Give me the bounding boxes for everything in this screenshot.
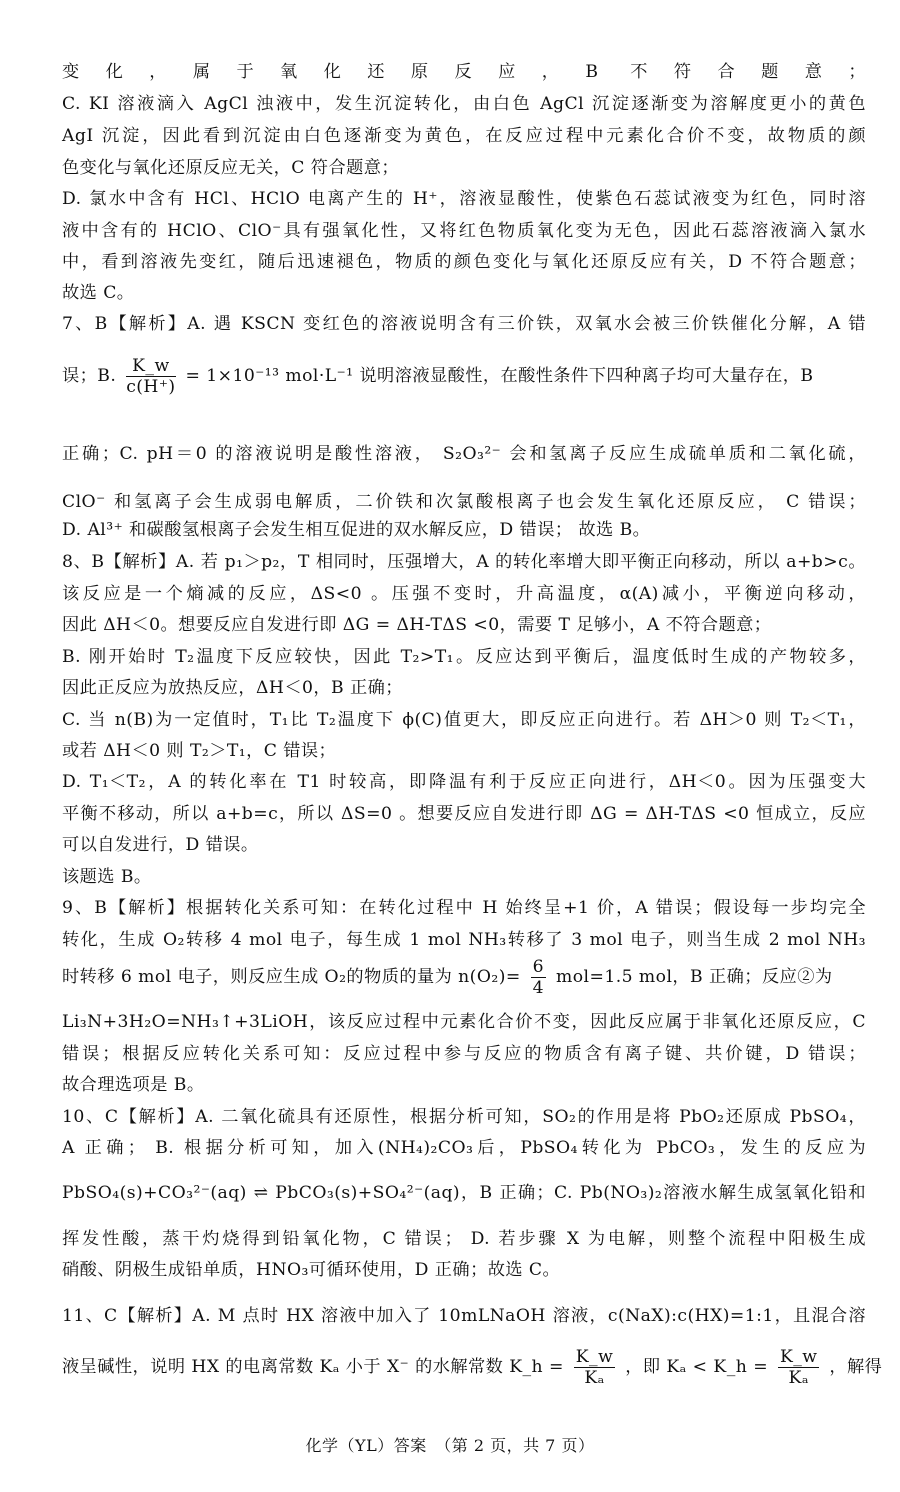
fraction-numerator: K_w: [779, 1347, 818, 1367]
fraction-denominator: Kₐ: [788, 1368, 809, 1388]
text-line: 可以自发进行，D 错误。: [62, 835, 259, 855]
text-segment: ，即 Kₐ < K_h =: [625, 1357, 769, 1377]
fraction-denominator: 4: [532, 978, 545, 998]
text-line: 中，看到溶液先变红，随后迅速褪色，物质的颜色变化与氧化还原反应有关，D 不符合题意；: [62, 252, 866, 272]
text-segment: = 1×10⁻¹³ mol·L⁻¹ 说明溶液显酸性，在酸性条件下四种离子均可大量存在，B: [185, 366, 814, 386]
fraction-numerator: K_w: [126, 356, 175, 377]
text-line: 色变化与氧化还原反应无关，C 符合题意；: [62, 158, 399, 178]
text-segment: 误；B.: [62, 366, 117, 386]
fraction-numerator: 6: [532, 957, 545, 977]
text-segment: 液呈碱性，说明 HX 的电离常数 Kₐ 小于 X⁻ 的水解常数 K_h =: [62, 1357, 564, 1377]
text-line: B. 刚开始时 T₂温度下反应较快，因此 T₂>T₁。反应达到平衡后，温度低时生成的产物较多，: [62, 647, 866, 667]
fraction-numerator: K_w: [575, 1347, 614, 1367]
text-line: C. 当 n(B)为一定值时，T₁比 T₂温度下 ϕ(C)值更大，即反应正向进行。若 ΔH＞0 则 T₂＜T₁，: [62, 710, 866, 730]
text-line: 8、B【解析】A. 若 p₁＞p₂，T 相同时，压强增大，A 的转化率增大即平衡正向移动，所以 a+b>c。: [62, 552, 866, 572]
fraction: [778, 1347, 820, 1388]
text-line: PbSO₄(s)+CO₃²⁻(aq) ⇌ PbCO₃(s)+SO₄²⁻(aq)，B 正确；C. Pb(NO₃)₂溶液水解生成氢氧化铅和: [62, 1183, 866, 1203]
text-segment: mol=1.5 mol，B 正确；反应②为: [555, 967, 833, 987]
text-line: A 正确； B. 根据分析可知，加入(NH₄)₂CO₃后，PbSO₄转化为 PbCO₃，发生的反应为: [62, 1138, 866, 1158]
text-segment: 时转移 6 mol 电子，则反应生成 O₂的物质的量为 n(O₂)=: [62, 967, 521, 987]
text-line: Li₃N+3H₂O=NH₃↑+3LiOH，该反应过程中元素化合价不变，因此反应属于非氧化还原反应，C: [62, 1012, 866, 1032]
text-line: 变化，属于氧化还原反应，B 不符合题意；: [62, 62, 866, 82]
fraction: [574, 1347, 616, 1388]
text-line: 故选 C。: [62, 283, 135, 303]
text-line: 9、B【解析】根据转化关系可知：在转化过程中 H 始终呈+1 价，A 错误；假设每一步均完全: [62, 898, 866, 918]
text-line: 硝酸、阴极生成铅单质，HNO₃可循环使用，D 正确；故选 C。: [62, 1260, 561, 1280]
text-line: 7、B【解析】A. 遇 KSCN 变红色的溶液说明含有三价铁，双氧水会被三价铁催化分解，A 错: [62, 314, 866, 334]
text-line: 或若 ΔH＜0 则 T₂＞T₁，C 错误；: [62, 741, 337, 761]
formula-line: [62, 354, 866, 398]
text-line: 平衡不移动，所以 a+b=c，所以 ΔS=0 。想要反应自发进行即 ΔG = ΔH-TΔS <0 恒成立，反应: [62, 804, 866, 824]
fraction-denominator: c(H⁺): [126, 377, 176, 397]
text-line: 正确；C. pH＝0 的溶液说明是酸性溶液， S₂O₃²⁻ 会和氢离子反应生成硫单质和二氧化硫，: [62, 444, 866, 464]
text-line: 因此正反应为放热反应，ΔH＜0，B 正确；: [62, 678, 403, 698]
text-line: 该题选 B。: [62, 867, 152, 887]
text-line: 挥发性酸，蒸干灼烧得到铅氧化物，C 错误； D. 若步骤 X 为电解，则整个流程中阳极生成: [62, 1229, 866, 1249]
formula-line: [62, 955, 866, 999]
fraction: [126, 356, 175, 397]
text-line: D. Al³⁺ 和碳酸氢根离子会发生相互促进的双水解反应，D 错误； 故选 B。: [62, 520, 651, 540]
page-footer: 化学（YL）答案 （第 2 页，共 7 页）: [305, 1436, 595, 1455]
text-line: 11、C【解析】A. M 点时 HX 溶液中加入了 10mLNaOH 溶液，c(NaX):c(HX)=1:1，且混合溶: [62, 1306, 866, 1326]
fraction: [531, 957, 546, 998]
text-line: AgI 沉淀，因此看到沉淀由白色逐渐变为黄色，在反应过程中元素化合价不变，故物质的颜: [62, 126, 866, 146]
text-line: 故合理选项是 B。: [62, 1075, 205, 1095]
text-line: D. 氯水中含有 HCl、HClO 电离产生的 H⁺，溶液显酸性，使紫色石蕊试液变为红色，同时溶: [62, 189, 866, 209]
text-line: 错误；根据反应转化关系可知：反应过程中参与反应的物质含有离子键、共价键，D 错误；: [62, 1044, 866, 1064]
text-line: 10、C【解析】A. 二氧化硫具有还原性，根据分析可知，SO₂的作用是将 PbO₂还原成 PbSO₄，: [62, 1107, 866, 1127]
text-line: 因此 ΔH＜0。想要反应自发进行即 ΔG = ΔH-TΔS <0，需要 T 足够小，A 不符合题意；: [62, 615, 772, 635]
text-line: C. KI 溶液滴入 AgCl 浊液中，发生沉淀转化，由白色 AgCl 沉淀逐渐变为溶解度更小的黄色: [62, 94, 866, 114]
text-line: D. T₁＜T₂，A 的转化率在 T1 时较高，即降温有利于反应正向进行，ΔH＜0。因为压强变大: [62, 772, 866, 792]
text-line: 转化，生成 O₂转移 4 mol 电子，每生成 1 mol NH₃转移了 3 mol 电子，则当生成 2 mol NH₃: [62, 930, 866, 950]
formula-line: [62, 1345, 883, 1389]
fraction-denominator: Kₐ: [584, 1368, 605, 1388]
text-line: 该反应是一个熵减的反应，ΔS<0 。压强不变时，升高温度，α(A)减小，平衡逆向移动，: [62, 584, 866, 604]
text-line: ClO⁻ 和氢离子会生成弱电解质，二价铁和次氯酸根离子也会发生氧化还原反应， C 错误；: [62, 492, 866, 512]
text-segment: ，解得: [829, 1357, 883, 1377]
text-line: 液中含有的 HClO、ClO⁻具有强氧化性，又将红色物质氧化变为无色，因此石蕊溶液滴入氯水: [62, 221, 866, 241]
